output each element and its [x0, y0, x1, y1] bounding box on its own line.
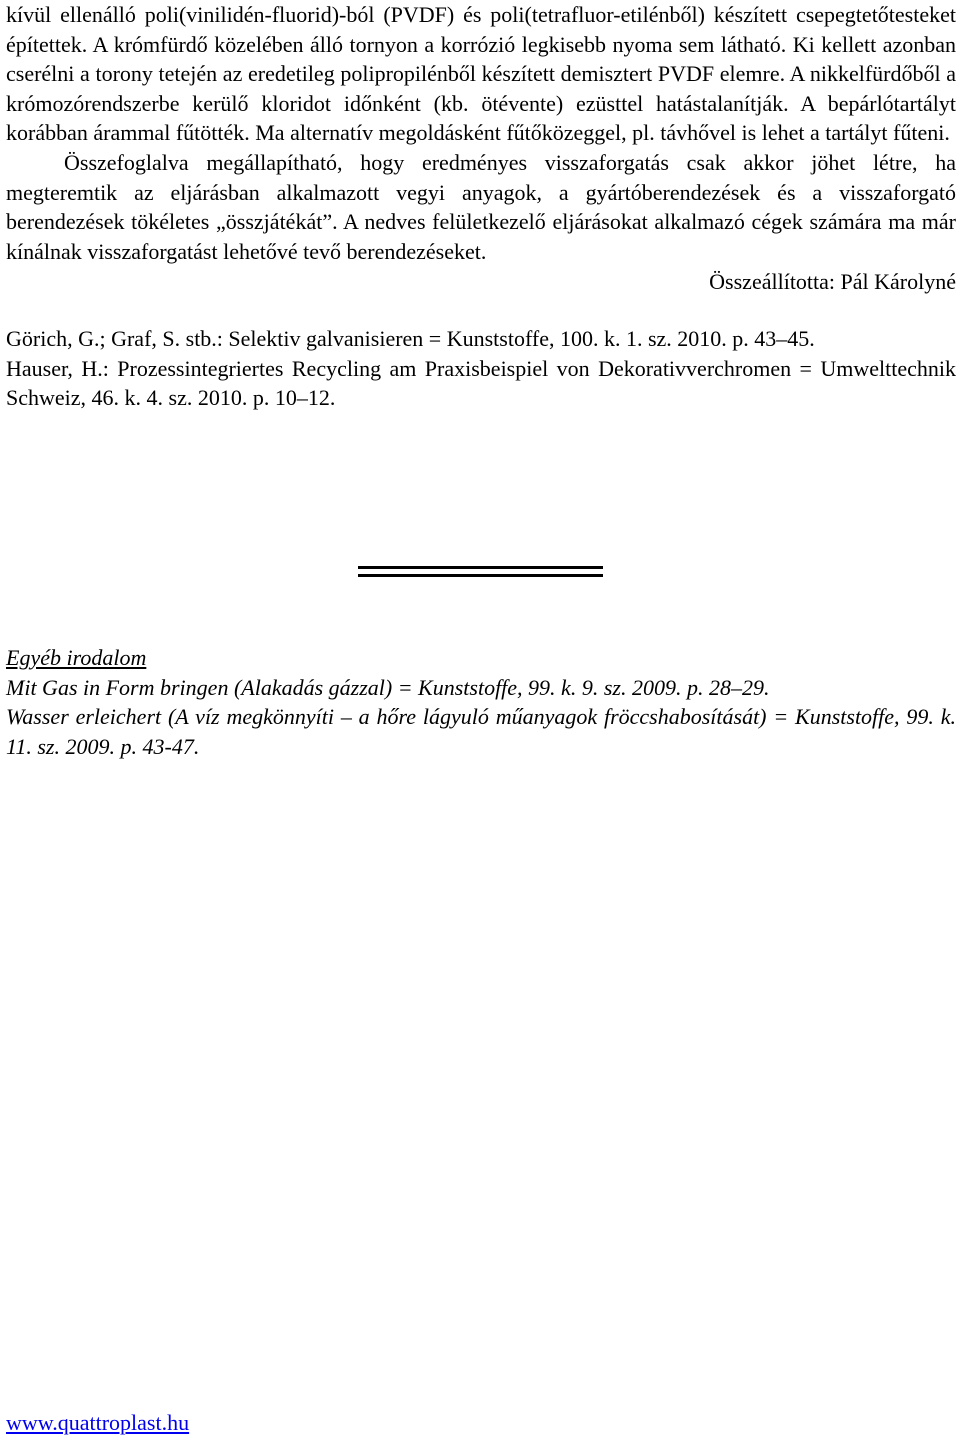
literature-item-2: Wasser erleichert (A víz megkönnyíti – a hőre lágyuló műanyagok fröccshabosítását) = Kunststoffe, 99. k. 11. sz. 2009. p. 43-47. — [6, 704, 956, 759]
double-rule-separator — [358, 566, 603, 582]
literature-item-1: Mit Gas in Form bringen (Alakadás gázzal) = Kunststoffe, 99. k. 9. sz. 2009. p. 28–29. — [6, 674, 770, 700]
reference-list — [6, 324, 956, 413]
body-paragraph-1: kívül ellenálló poli(vinilidén-fluorid)-ból (PVDF) és poli(tetrafluor-etilénből) készített csepegtetőtesteket építettek. A krómfürdő közelében álló tornyon a korrózió legkisebb nyoma sem látható. Ki kellett azonban cserélni a torony tetején az eredetileg polipropilénből készített demisztert PVDF elemre. A nikkelfürdőből a krómozórendszerbe kerülő kloridot időnként (kb. ötévente) ezüsttel hatástalanítják. A bepárlótartályt korábban árammal fűtötték. Ma alternatív megoldásként fűtőközeggel, pl. távhővel is lehet a tartályt fűteni. — [6, 2, 956, 146]
reference-item-1: Görich, G.; Graf, S. stb.: Selektiv galvanisieren = Kunststoffe, 100. k. 1. sz. 2010. p. 43–45. — [6, 325, 815, 351]
reference-item-2: Hauser, H.: Prozessintegriertes Recycling am Praxisbeispiel von Dekorativverchromen = Umwelttechnik Schweiz, 46. k. 4. sz. 2010. p. 10–12. — [6, 355, 956, 411]
body-paragraph-2: Összefoglalva megállapítható, hogy eredményes visszaforgatás csak akkor jöhet létre, ha megteremtik az eljárásban alkalmazott vegyi anyagok, a gyártóberendezések és a visszaforgató berendezések tökéletes „összjátékát”. A nedves felületkezelő eljárásokat alkalmazó cégek számára ma már kínálnak visszaforgatást lehetővé tevő berendezéseket. — [6, 149, 956, 264]
other-literature-heading: Egyéb irodalom — [6, 645, 147, 670]
separator-line-top — [358, 566, 603, 569]
compiled-by-signature: Összeállította: Pál Károlyné — [709, 269, 956, 295]
footer-website-link[interactable]: www.quattroplast.hu — [6, 1410, 190, 1435]
separator-line-bottom — [358, 574, 603, 577]
article-body — [6, 0, 956, 413]
other-literature-section — [6, 643, 956, 761]
